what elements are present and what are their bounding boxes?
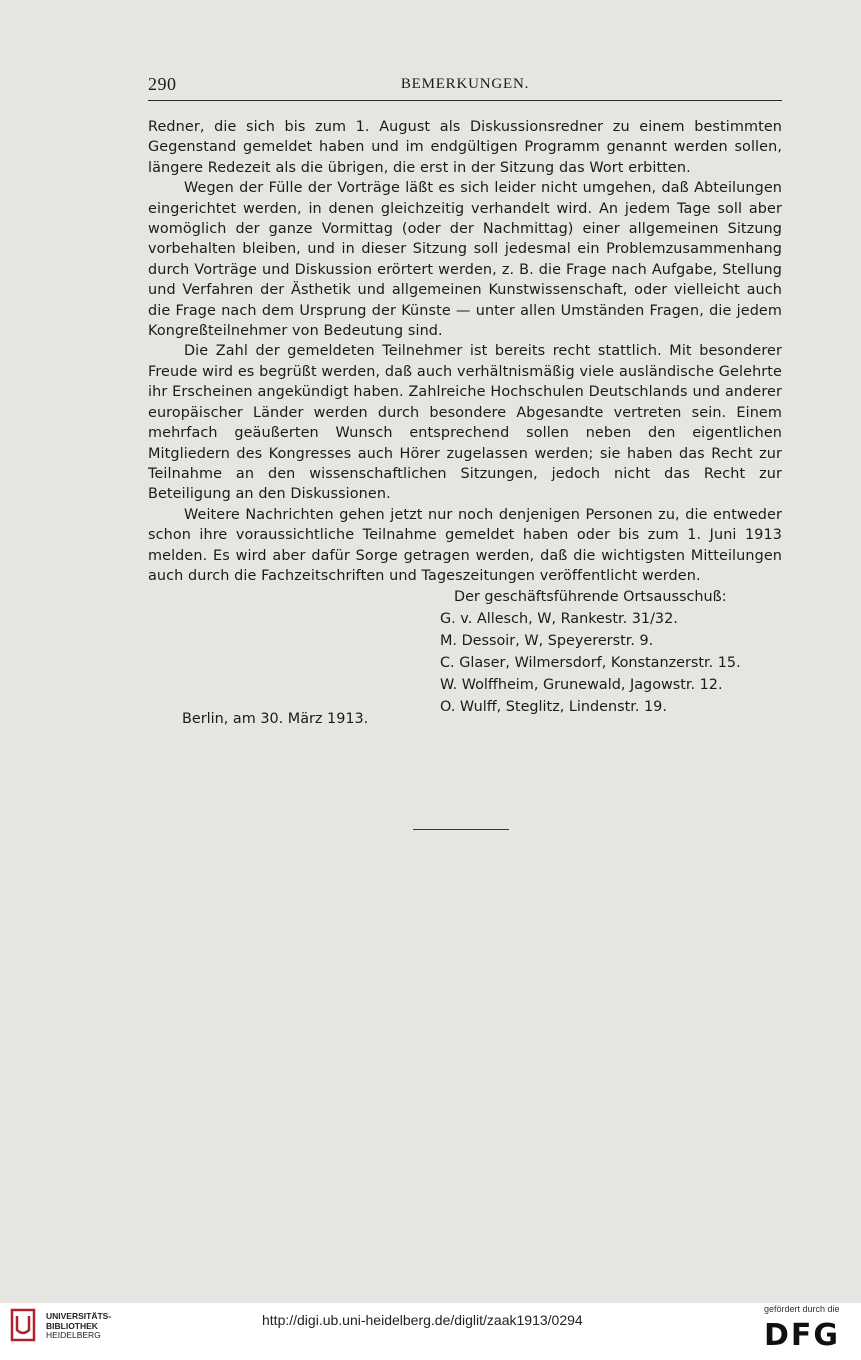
section-end-rule [413,829,509,830]
signature-heading: Der geschäftsführende Ortsausschuß: [454,589,727,605]
dfg-logo[interactable]: DFG [764,1318,841,1353]
signature-block [440,586,782,718]
body-text [148,117,782,586]
library-logo[interactable] [10,1306,120,1346]
paragraph: Die Zahl der gemeldeten Teilnehmer ist bereits recht stattlich. Mit besonderer Freude wird es begrüßt werden, daß auch verhältnismäßig viele ausländische Gelehrte ihr Erscheinen angekündigt haben. Zahlreiche Hochschulen Deutschlands und anderer europäischer Länder werden durch besondere Abgesandte vertreten sein. Einem mehrfach geäußerten Wunsch entsprechend sollen neben den eigentlichen Mitgliedern des Kongresses auch Hörer zugelassen werden; sie haben das Recht zur Teilnahme an den wissenschaftlichen Sitzungen, jedoch nicht das Recht zur Beteiligung an den Diskussionen. [148,343,782,503]
signatory: W. Wolffheim, Grunewald, Jagowstr. 12. [440,677,723,693]
paragraph: Wegen der Fülle der Vorträge läßt es sich leider nicht umgehen, daß Abteilungen eingerichtet werden, in denen gleichzeitig verhandelt wird. An jedem Tage soll aber womöglich der ganze Vormittag (oder der Nachmittag) einer allgemeinen Sitzung vorbehalten bleiben, und in dieser Sitzung soll jedesmal ein Problemzusammenhang durch Vorträge und Diskussion erörtert werden, z. B. die Frage nach Aufgabe, Stellung und Verfahren der Ästhetik und allgemeinen Kunstwissenschaft, oder vielleicht auch die Frage nach dem Ursprung der Künste — unter allen Umständen Fragen, die jedem Kongreßteilnehmer von Bedeutung sind. [148,180,782,340]
place-date: Berlin, am 30. März 1913. [182,711,369,727]
paragraph: Weitere Nachrichten gehen jetzt nur noch denjenigen Personen zu, die entweder schon ihre voraussichtliche Teilnahme gemeldet haben oder bis zum 1. Juni 1913 melden. Es wird aber dafür Sorge getragen werden, daß die wichtigsten Mitteilungen auch durch die Fachzeitschriften und Tageszeitungen veröffentlicht werden. [148,506,782,584]
page-number: 290 [148,74,177,94]
signatory: C. Glaser, Wilmersdorf, Konstanzerstr. 15. [440,655,741,671]
running-head: BEMERKUNGEN. [400,76,530,92]
page-header [148,74,782,98]
paragraph: Redner, die sich bis zum 1. August als Diskussionsredner zu einem bestimmten Gegenstand gemeldet haben und im endgültigen Programm genannt werden sollen, längere Redezeit als die übrigen, die erst in der Sitzung das Wort erbitten. [148,119,782,176]
permalink-url[interactable]: http://digi.ub.uni-heidelberg.de/diglit/zaak1913/0294 [262,1312,583,1328]
library-name: UNIVERSITÄTS- BIBLIOTHEK HEIDELBERG [46,1311,112,1340]
library-emblem-icon [10,1308,36,1342]
funding-note: gefördert durch die [764,1304,840,1314]
signatory: O. Wulff, Steglitz, Lindenstr. 19. [440,699,667,715]
signatory: M. Dessoir, W, Speyererstr. 9. [440,633,654,649]
header-rule [148,100,782,101]
signatory: G. v. Allesch, W, Rankestr. 31/32. [440,611,678,627]
